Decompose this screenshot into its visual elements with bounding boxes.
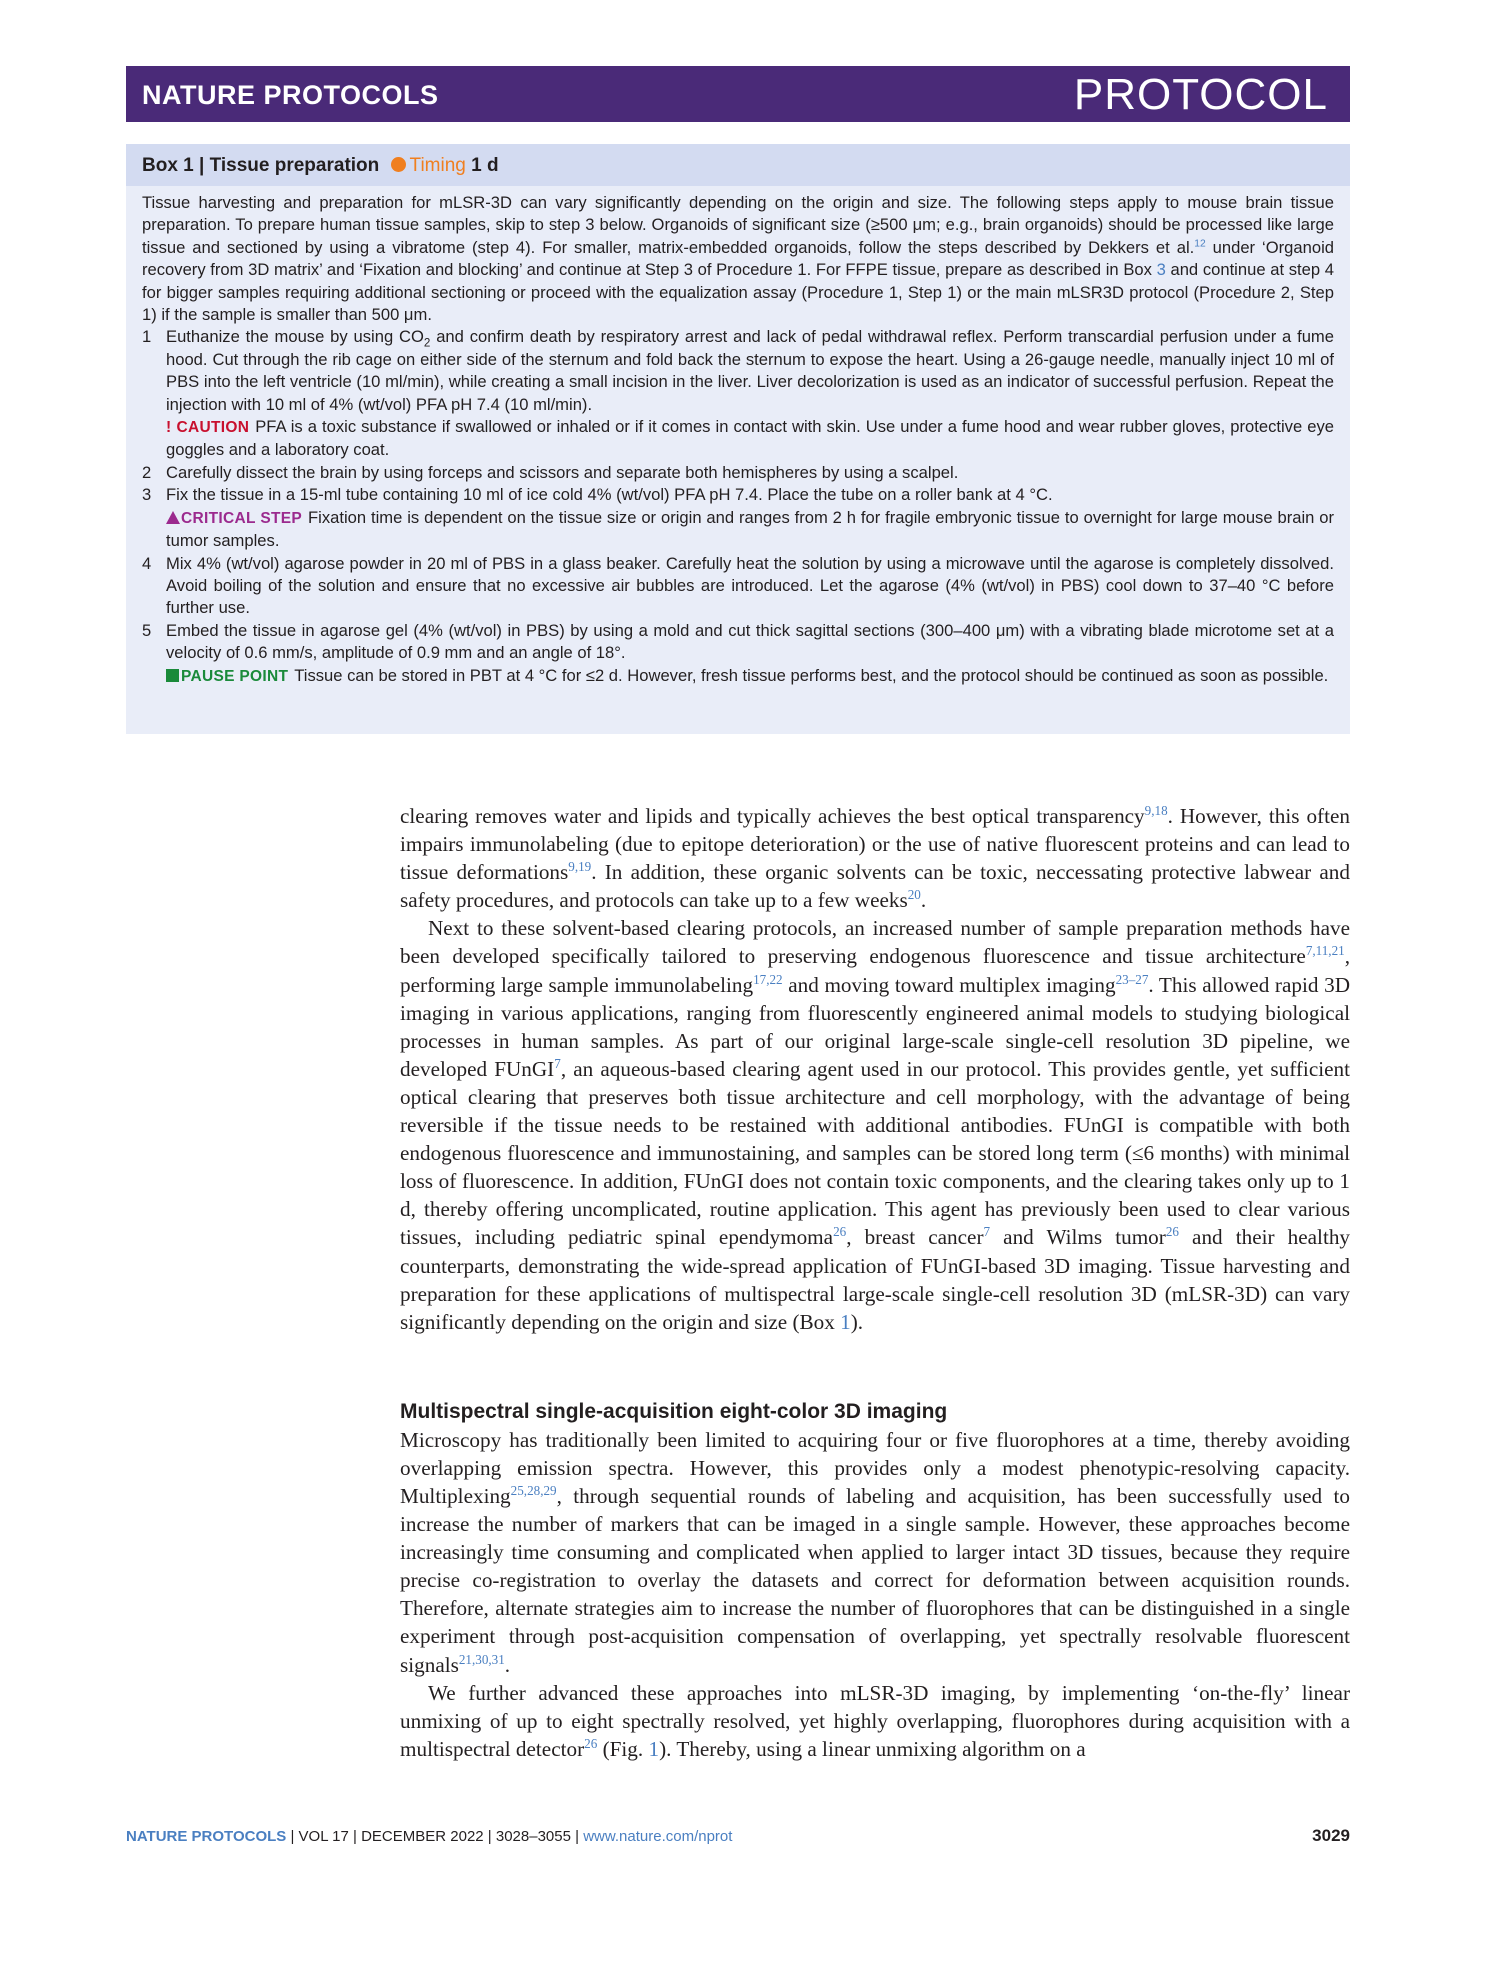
text: ). [850, 1309, 864, 1334]
box-body [142, 192, 1334, 688]
box-title [142, 155, 499, 177]
timing-value: 1 d [471, 155, 499, 176]
citation-link[interactable]: 25,28,29 [510, 1482, 557, 1498]
intro-text: Tissue harvesting and preparation for mLSR-3D can vary significantly depending on the origin and size. The following steps apply to mouse brain tissue preparation. To prepare human tissue samples, skip to step 3 below. Organoids of significant size (≥500 μm; e.g., brain organoids) should be processed like large tissue and sectioned by using a vibratome (step 4). For smaller, matrix-embedded organoids, follow the steps described by Dekkers et al. [142, 193, 1334, 257]
citation-link[interactable]: 23–27 [1115, 971, 1149, 987]
box-title-bar [126, 144, 1350, 186]
footer-pages: 3028–3055 [495, 1828, 571, 1845]
text: . In addition, these organic solvents can be toxic, neccessating protective labwear and safety procedures, and protocols can take up to a few weeks [400, 860, 1350, 913]
box-intro [142, 192, 1334, 326]
text: Microscopy has traditionally been limited to acquiring four or five fluorophores at a time, thereby avoiding overlapping emission spectra. However, this provides only a modest phenotypic-resolving capacity. Multiplexing [400, 1427, 1350, 1508]
step-number: 5 [142, 620, 152, 640]
paragraph [400, 1426, 1350, 1679]
step-number: 4 [142, 553, 152, 573]
figure-link[interactable]: 1 [648, 1736, 660, 1761]
critical-step-tag: CRITICAL STEP [181, 509, 303, 527]
text: and Wilms tumor [990, 1225, 1166, 1250]
citation-link[interactable]: 9,19 [568, 859, 592, 875]
step-number: 1 [142, 327, 152, 347]
step-text: Mix 4% (wt/vol) agarose powder in 20 ml of PBS in a glass beaker. Carefully heat the solution by using a microwave until the agarose is completely dissolved. Avoid boiling of the solution and ensure that no excessive air bubbles are introduced. Let the agarose (4% (wt/vol) in PBS) cool down to 37–40 °C before further use. [166, 553, 1334, 618]
pause-point-note [166, 665, 1334, 688]
step-number: 3 [142, 485, 152, 505]
footer-volume: VOL 17 [298, 1828, 349, 1845]
text: and moving toward multiplex imaging [782, 972, 1116, 997]
text: and their healthy counterparts, demonstrating the wide-spread application of FUnGI-based 3D imaging. Tissue harvesting and preparation for these applications of multispectral large-scale single-cell resolution 3D (mLSR-3D) can vary significantly depending on the origin and size (Box [400, 1225, 1351, 1334]
step-number: 2 [142, 462, 152, 482]
text: clearing removes water and lipids and typically achieves the best optical transparency [400, 804, 1145, 828]
box-title-text: Box 1 | Tissue preparation [142, 155, 380, 176]
subscript: 2 [423, 336, 431, 350]
citation-link[interactable]: 12 [1194, 238, 1206, 250]
journal-name: NATURE PROTOCOLS [142, 80, 439, 110]
text: . However, this often impairs immunolabeling (due to epitope deterioration) or the use of native fluorescent proteins and can lead to tissue deformations [400, 804, 1350, 885]
text: . [504, 1652, 511, 1677]
citation-link[interactable]: 17,22 [753, 971, 783, 987]
text: . [920, 888, 927, 913]
separator: | [570, 1828, 584, 1845]
separator: | [483, 1828, 496, 1845]
text: . This allowed rapid 3D imaging in various applications, ranging from fluorescently engineered animal models to studying biological processes in human samples. As part of our original large-scale single-cell resolution 3D pipeline, we developed FUnGI [400, 972, 1350, 1081]
critical-step-note [166, 507, 1334, 553]
text: , through sequential rounds of labeling and acquisition, has been successfully used to increase the number of markers that can be imaged in a single sample. However, these approaches become increasingly time consuming and complicated when applied to larger intact 3D tissues, because they require precise co-registration to overlay the datasets and correct for deformation between acquisition rounds. Therefore, alternate strategies aim to increase the number of fluorophores that can be distinguished in a single experiment through post-acquisition compensation of overlapping, yet spectrally resolvable fluorescent signals [400, 1483, 1350, 1677]
citation-link[interactable]: 20 [907, 887, 921, 903]
pause-text: Tissue can be stored in PBT at 4 °C for ≤2 d. However, fresh tissue performs best, and the protocol should be continued as soon as possible. [294, 665, 1329, 685]
text: Next to these solvent-based clearing protocols, an increased number of sample preparation methods have been developed specifically tailored to preserving endogenous fluorescence and tissue architecture [400, 916, 1350, 969]
citation-link[interactable]: 7 [983, 1224, 991, 1240]
timing-label: Timing [409, 155, 466, 176]
procedure-step [142, 553, 1334, 620]
footer-url-link[interactable]: www.nature.com/nprot [583, 1828, 733, 1845]
citation-link[interactable]: 26 [584, 1735, 598, 1751]
text: , breast cancer [846, 1225, 984, 1250]
box-link[interactable]: 1 [840, 1309, 851, 1334]
procedure-step [142, 326, 1334, 461]
critical-text: Fixation time is dependent on the tissue size or origin and ranges from 2 h for fragile embryonic tissue to overnight for large mouse brain or tumor samples. [166, 507, 1335, 551]
journal-header-bar [126, 66, 1350, 122]
citation-link[interactable]: 7 [554, 1055, 561, 1071]
procedure-step [142, 484, 1334, 552]
article-type: PROTOCOL [1073, 70, 1328, 119]
critical-triangle-icon [166, 511, 180, 524]
main-text-column [400, 802, 1350, 1763]
procedure-step [142, 620, 1334, 688]
box-link[interactable]: 3 [1156, 260, 1166, 280]
caution-tag: ! CAUTION [166, 419, 250, 437]
box-tissue-preparation [126, 144, 1350, 734]
intro-text: under ‘Organoid recovery from 3D matrix’ and ‘Fixation and blocking’ and continue at Step 3 of Procedure 1. For FFPE tissue, prepare as described in Box [142, 237, 1334, 280]
pause-square-icon [166, 669, 179, 682]
text: (Fig. [597, 1736, 649, 1761]
caution-text: PFA is a toxic substance if swallowed or inhaled or if it comes in contact with skin. Use under a fume hood and wear rubber gloves, protective eye goggles and a laboratory coat. [166, 417, 1335, 460]
pause-point-tag: PAUSE POINT [181, 667, 289, 685]
text: ). Thereby, using a linear unmixing algorithm on a [659, 1736, 1086, 1761]
separator: | [286, 1828, 299, 1845]
citation-link[interactable]: 7,11,21 [1305, 943, 1345, 959]
footer-journal: NATURE PROTOCOLS [126, 1828, 287, 1845]
page-number: 3029 [1312, 1826, 1350, 1845]
citation-link[interactable]: 26 [833, 1224, 847, 1240]
footer-date: DECEMBER 2022 [361, 1828, 484, 1845]
citation-link[interactable]: 26 [1165, 1224, 1179, 1240]
section-heading: Multispectral single-acquisition eight-color 3D imaging [400, 1399, 948, 1423]
paragraph [400, 1679, 1350, 1763]
step-text: Fix the tissue in a 15-ml tube containing 10 ml of ice cold 4% (wt/vol) PFA pH 7.4. Place the tube on a roller bank at 4 °C. [166, 485, 1053, 505]
text: , an aqueous-based clearing agent used in our protocol. This provides gentle, yet sufficient optical clearing that preserves both tissue architecture and cell morphology, with the advantage of being reversible if the tissue needs to be restained with additional antibodies. FUnGI is compatible with both endogenous fluorescence and immunostaining, and samples can be stored long term (≤6 months) with minimal loss of fluorescence. In addition, FUnGI does not contain toxic components, and the clearing takes only up to 1 d, thereby offering uncomplicated, routine application. This agent has previously been used to clear various tissues, including pediatric spinal ependymoma [400, 1056, 1350, 1250]
intro-text: and continue at step 4 for bigger samples requiring additional sectioning or proceed with the equalization assay (Procedure 1, Step 1) or the main mLSR3D protocol (Procedure 2, Step 1) if the sample is smaller than 500 μm. [142, 260, 1334, 325]
step-text: Embed the tissue in agarose gel (4% (wt/vol) in PBS) by using a mold and cut thick sagittal sections (300–400 μm) with a vibrating blade microtome set at a velocity of 0.6 mm/s, amplitude of 0.9 mm and an angle of 18°. [166, 620, 1334, 663]
separator: | [348, 1828, 362, 1845]
citation-link[interactable]: 9,18 [1144, 802, 1168, 818]
step-text: Carefully dissect the brain by using forceps and scissors and separate both hemispheres by using a scalpel. [166, 462, 959, 482]
footer-citation [126, 1828, 732, 1845]
citation-link[interactable]: 21,30,31 [458, 1651, 505, 1667]
paragraph [400, 914, 1350, 1335]
procedure-step [142, 462, 1334, 484]
step-text: and confirm death by respiratory arrest and lack of pedal withdrawal reflex. Perform transcardial perfusion under a fume hood. Cut through the rib cage on either side of the sternum and fold back the sternum to expose the heart. Using a 26-gauge needle, manually inject 10 ml of PBS into the left ventricle (10 ml/min), while creating a small incision in the liver. Liver decolorization is used as an indicator of successful perfusion. Repeat the injection with 10 ml of 4% (wt/vol) PFA pH 7.4 (10 ml/min). [166, 327, 1334, 414]
step-text: Euthanize the mouse by using CO [166, 327, 424, 347]
paragraph [400, 802, 1350, 914]
text: , performing large sample immunolabeling [400, 944, 1350, 997]
text: We further advanced these approaches into mLSR-3D imaging, by implementing ‘on-the-fly’ linear unmixing of up to eight spectrally resolved, yet highly overlapping, fluorophores during acquisition with a multispectral detector [400, 1680, 1350, 1761]
timing-clock-icon [391, 157, 406, 172]
caution-note [166, 416, 1334, 462]
